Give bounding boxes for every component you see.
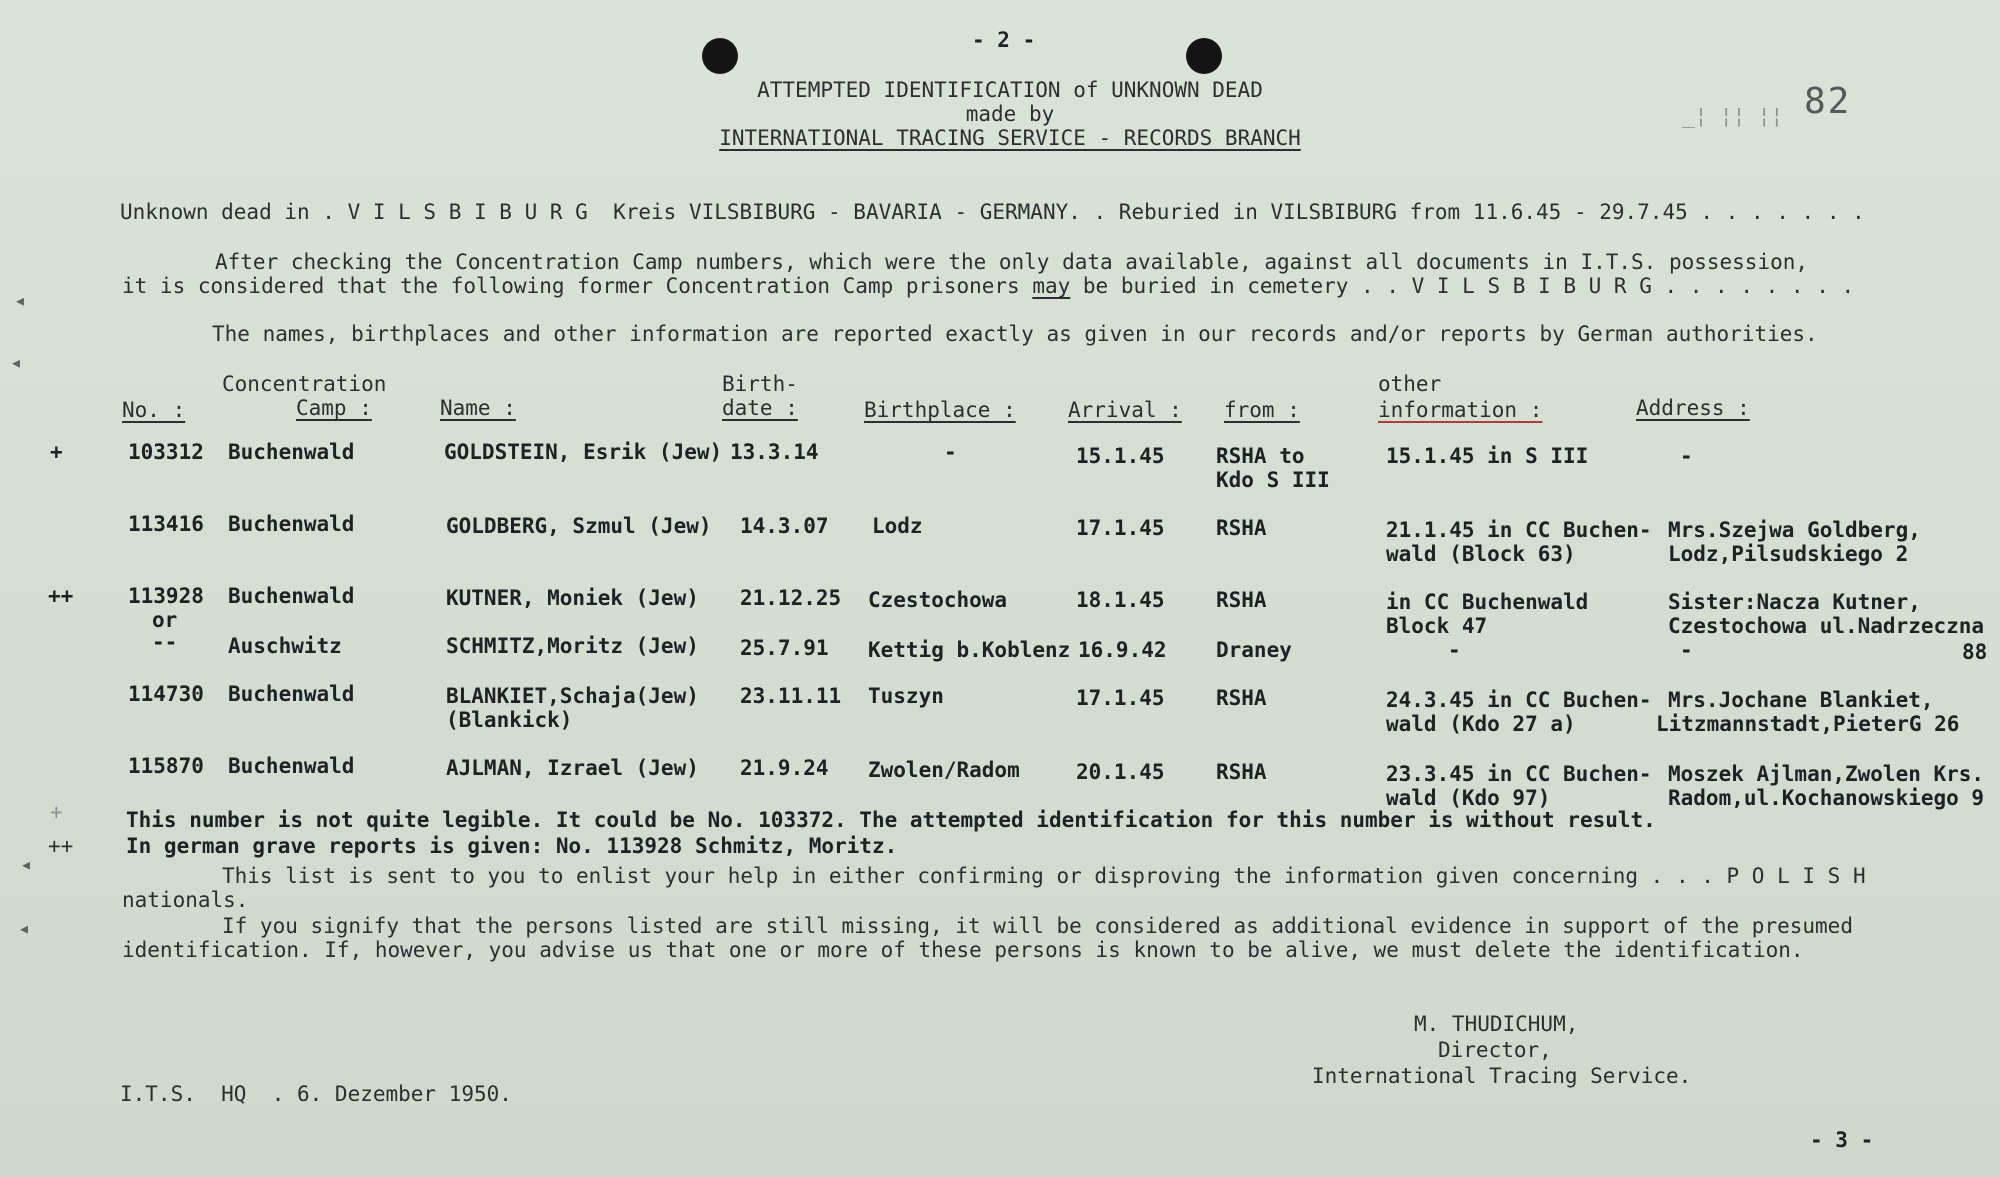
row-5-other-2: wald (Kdo 27 a)	[1386, 712, 1576, 736]
row-4-from-1: Draney	[1216, 638, 1292, 662]
page-number-top: - 2 -	[972, 28, 1036, 52]
row-2-name: GOLDBERG, Szmul (Jew)	[446, 514, 712, 538]
row-1-from-1: RSHA to	[1216, 444, 1305, 468]
row-6-arrival: 20.1.45	[1076, 760, 1165, 784]
col-from: from :	[1224, 398, 1300, 422]
row-4-no: --	[152, 630, 178, 654]
row-6-birthdate: 21.9.24	[740, 756, 829, 780]
col-birthdate-top: Birth-	[722, 372, 798, 396]
note-2-mark: ++	[48, 834, 74, 858]
row-5-addr-2: Litzmannstadt,PieterG 26	[1656, 712, 1960, 736]
margin-mark-1: ◂	[14, 288, 27, 312]
header-title: ATTEMPTED IDENTIFICATION of UNKNOWN DEAD	[757, 78, 1263, 102]
row-6-no: 115870	[128, 754, 204, 778]
header-org: INTERNATIONAL TRACING SERVICE - RECORDS BRANCH	[719, 126, 1301, 150]
row-3-other-2: Block 47	[1386, 614, 1488, 638]
col-name: Name :	[440, 396, 516, 420]
col-address: Address :	[1636, 396, 1750, 420]
col-camp-bottom: Camp :	[296, 396, 372, 420]
row-2-arrival: 17.1.45	[1076, 516, 1165, 540]
stamp-marks: _¦ ¦¦ ¦¦	[1682, 104, 1784, 128]
row-1-no: 103312	[128, 440, 204, 464]
row-2-birthdate: 14.3.07	[740, 514, 829, 538]
col-birthdate-bottom: date :	[722, 396, 798, 420]
row-3-camp: Buchenwald	[228, 584, 355, 608]
header-made-by: made by	[965, 102, 1055, 126]
row-2-addr-2: Lodz,Pilsudskiego 2	[1668, 542, 1909, 566]
note-2: In german grave reports is given: No. 113928 Schmitz, Moritz.	[126, 834, 898, 858]
margin-mark-2: ◂	[10, 350, 23, 374]
row-2-from-1: RSHA	[1216, 516, 1267, 540]
intro-line-2: After checking the Concentration Camp numbers, which were the only data available, against all documents in I.T.S. possession,	[215, 250, 1809, 274]
col-arrival: Arrival :	[1068, 398, 1182, 422]
row-4-name: SCHMITZ,Moritz (Jew)	[446, 634, 699, 658]
page-number-bottom: - 3 -	[1810, 1128, 1874, 1152]
row-2-addr-1: Mrs.Szejwa Goldberg,	[1668, 518, 1921, 542]
col-other-top: other	[1378, 372, 1442, 396]
row-1-addr-1: -	[1680, 444, 1693, 468]
row-4-other-1: -	[1448, 638, 1461, 662]
row-4-addr-2: 88	[1962, 640, 1988, 664]
row-5-no: 114730	[128, 682, 204, 706]
intro-line-3: it is considered that the following former Concentration Camp prisoners may be buried in cemetery . . V I L S B I B U R G . . . . . . . .	[122, 274, 1855, 298]
punch-hole-left	[702, 38, 738, 74]
row-3-birthplace: Czestochowa	[868, 588, 1008, 612]
row-3-name: KUTNER, Moniek (Jew)	[446, 586, 699, 610]
row-4-addr-1: -	[1680, 638, 1693, 662]
signature-title: Director,	[1438, 1038, 1552, 1062]
col-no: No. :	[122, 398, 186, 422]
footer-location-date: I.T.S. HQ . 6. Dezember 1950.	[120, 1082, 512, 1106]
row-5-name-2: (Blankick)	[446, 708, 573, 732]
row-4-camp: Auschwitz	[228, 634, 342, 658]
row-6-from-1: RSHA	[1216, 760, 1267, 784]
row-2-birthplace: Lodz	[872, 514, 923, 538]
row-4-birthplace: Kettig b.Koblenz	[868, 638, 1071, 662]
row-6-name: AJLMAN, Izrael (Jew)	[446, 756, 699, 780]
margin-mark-3: ◂	[20, 852, 33, 876]
row-1-name: GOLDSTEIN, Esrik (Jew)	[444, 440, 723, 464]
row-2-camp: Buchenwald	[228, 512, 355, 536]
para-2-line-2: identification. If, however, you advise us that one or more of these persons is known to be alive, we must delete the identification.	[122, 938, 1804, 962]
col-other-bottom: information :	[1378, 398, 1543, 422]
row-2-other-2: wald (Block 63)	[1386, 542, 1576, 566]
row-1-arrival: 15.1.45	[1076, 444, 1165, 468]
row-3-other-1: in CC Buchenwald	[1386, 590, 1589, 614]
stamp-number: 82	[1804, 81, 1852, 122]
row-5-birthplace: Tuszyn	[868, 684, 944, 708]
col-camp-top: Concentration	[222, 372, 387, 396]
para-2-line-1: If you signify that the persons listed are still missing, it will be considered as additional evidence in support of the presumed	[222, 914, 1853, 938]
signature-name: M. THUDICHUM,	[1414, 1012, 1579, 1036]
row-3-or: or	[152, 608, 178, 632]
row-1-birthplace: -	[944, 440, 957, 464]
row-1-camp: Buchenwald	[228, 440, 355, 464]
row-5-birthdate: 23.11.11	[740, 684, 842, 708]
row-3-no: 113928	[128, 584, 204, 608]
row-5-name: BLANKIET,Schaja(Jew)	[446, 684, 699, 708]
row-3-addr-1: Sister:Nacza Kutner,	[1668, 590, 1921, 614]
note-1: This number is not quite legible. It could be No. 103372. The attempted identification for this number is without result.	[126, 808, 1656, 832]
punch-hole-right	[1186, 38, 1222, 74]
row-3-addr-2: Czestochowa ul.Nadrzeczna	[1668, 614, 1985, 638]
row-6-birthplace: Zwolen/Radom	[868, 758, 1020, 782]
row-5-arrival: 17.1.45	[1076, 686, 1165, 710]
row-2-no: 113416	[128, 512, 204, 536]
row-3-birthdate: 21.12.25	[740, 586, 842, 610]
row-1-from-2: Kdo S III	[1216, 468, 1330, 492]
row-6-camp: Buchenwald	[228, 754, 355, 778]
row-5-camp: Buchenwald	[228, 682, 355, 706]
row-6-addr-1: Moszek Ajlman,Zwolen Krs.	[1668, 762, 1985, 786]
para-1-line-2: nationals.	[122, 888, 249, 912]
row-3-from-1: RSHA	[1216, 588, 1267, 612]
row-5-addr-1: Mrs.Jochane Blankiet,	[1668, 688, 1934, 712]
row-6-other-1: 23.3.45 in CC Buchen-	[1386, 762, 1652, 786]
col-birthplace: Birthplace :	[864, 398, 1016, 422]
row-1-mark: +	[50, 440, 63, 464]
row-3-mark: ++	[48, 584, 74, 608]
row-6-other-2: wald (Kdo 97)	[1386, 786, 1551, 810]
row-4-arrival: 16.9.42	[1078, 638, 1167, 662]
signature-org: International Tracing Service.	[1312, 1064, 1692, 1088]
row-3-arrival: 18.1.45	[1076, 588, 1165, 612]
row-4-birthdate: 25.7.91	[740, 636, 829, 660]
note-1-mark: +	[50, 800, 63, 824]
row-5-other-1: 24.3.45 in CC Buchen-	[1386, 688, 1652, 712]
intro-line-4: The names, birthplaces and other information are reported exactly as given in our records and/or reports by German authorities.	[212, 322, 1818, 346]
margin-mark-4: ◂	[18, 916, 31, 940]
row-1-other-1: 15.1.45 in S III	[1386, 444, 1589, 468]
para-1-line-1: This list is sent to you to enlist your help in either confirming or disproving the information given concerning . . . P O L I S H	[222, 864, 1866, 888]
row-5-from-1: RSHA	[1216, 686, 1267, 710]
row-6-addr-2: Radom,ul.Kochanowskiego 9	[1668, 786, 1985, 810]
intro-line-1: Unknown dead in . V I L S B I B U R G Kreis VILSBIBURG - BAVARIA - GERMANY. . Reburied in VILSBIBURG from 11.6.45 - 29.7.45 . . . . . . .	[120, 200, 1865, 224]
row-1-birthdate: 13.3.14	[730, 440, 819, 464]
row-2-other-1: 21.1.45 in CC Buchen-	[1386, 518, 1652, 542]
